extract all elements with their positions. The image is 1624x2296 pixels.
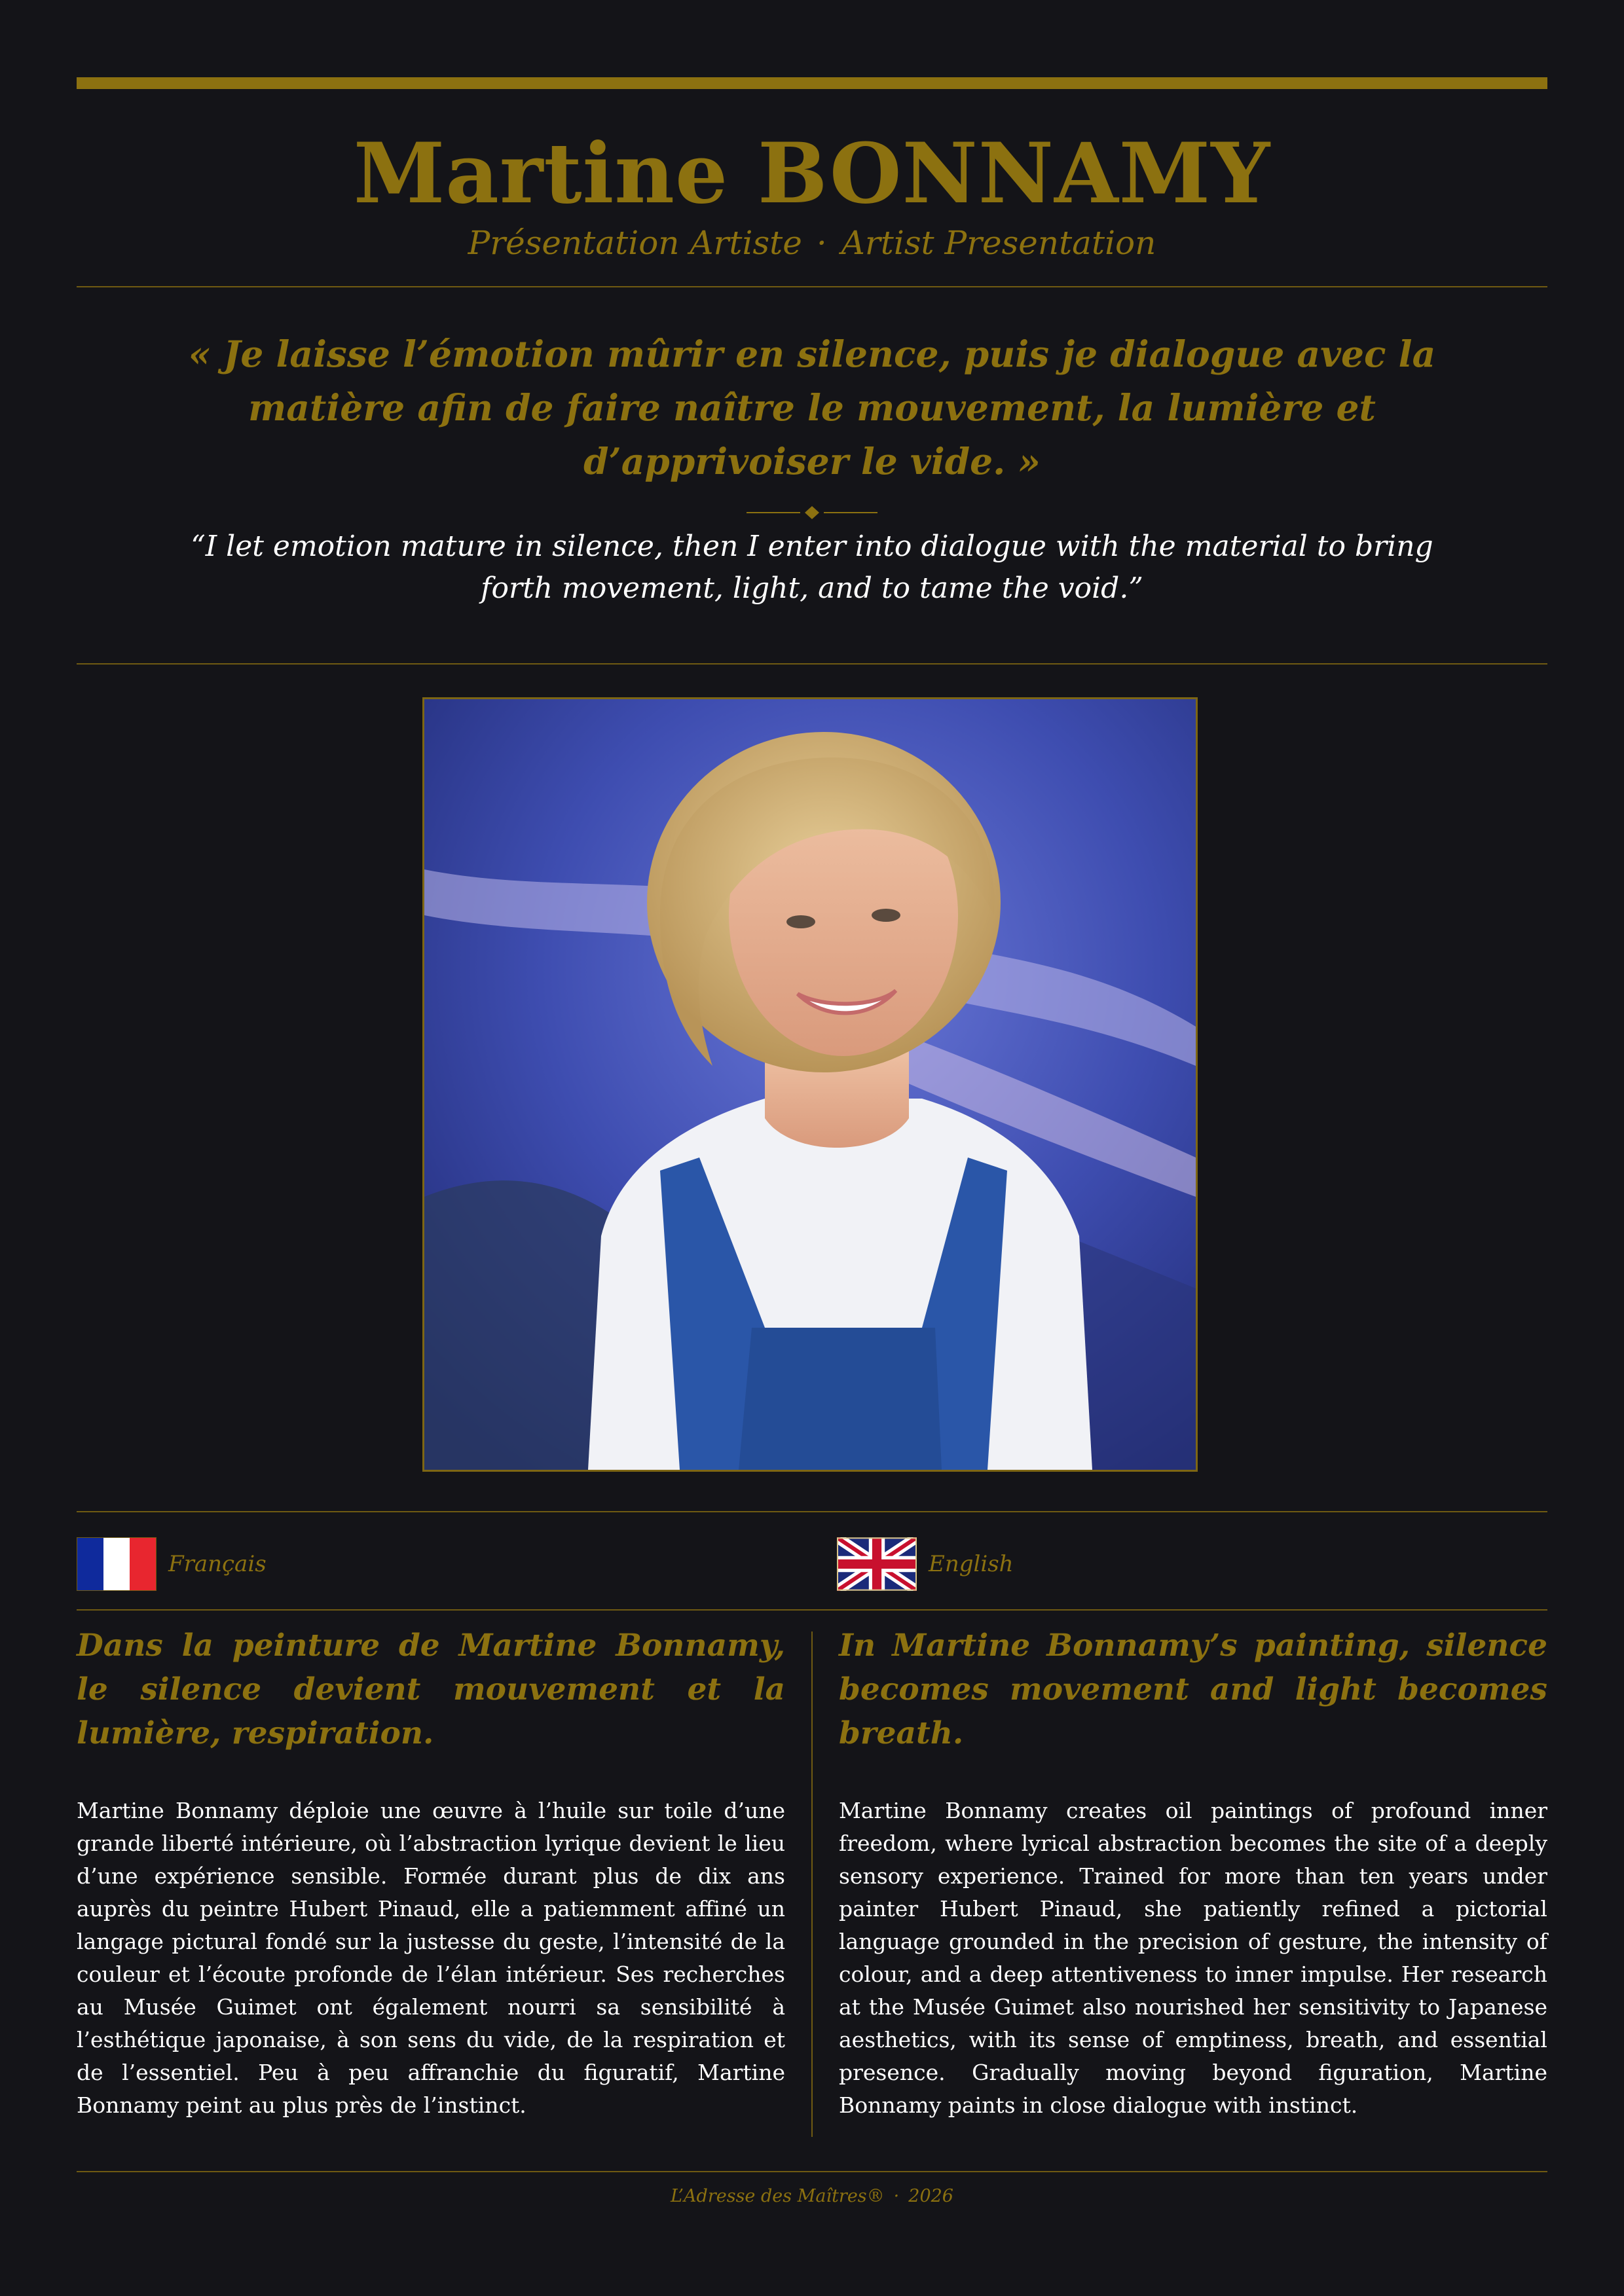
page-subtitle (77, 220, 1547, 266)
language-name-en: English (929, 1551, 1014, 1577)
column-title-fr: Dans la peinture de Martine Bonnamy, le silence devient mouvement et la lumière, respiration. (77, 1628, 785, 1751)
presentation-page (77, 0, 1547, 2296)
divider-quote (77, 663, 1547, 665)
top-gold-bar (77, 77, 1547, 89)
subtitle-separator: · (816, 224, 827, 262)
divider-portrait (77, 1511, 1547, 1512)
language-label-en (837, 1537, 1014, 1591)
subtitle-english: Artist Presentation (841, 224, 1156, 262)
divider-header (77, 286, 1547, 287)
footer (77, 2180, 1547, 2213)
artist-name-title: Martine BONNAMY (353, 125, 1271, 222)
footer-year: 2026 (908, 2186, 953, 2206)
divider-languages (77, 1609, 1547, 1611)
ornament-diamond-icon (747, 504, 877, 521)
language-label-fr (77, 1537, 267, 1591)
artist-portrait-photo (422, 697, 1198, 1472)
subtitle-french: Présentation Artiste (468, 224, 802, 262)
quote-english: “I let emotion mature in silence, then I enter into dialogue with the material to bring forth movement, light, and to tame the void.” (191, 530, 1433, 605)
portrait-photo-icon (424, 699, 1196, 1470)
footer-separator: · (893, 2186, 900, 2206)
uk-flag-icon (837, 1537, 917, 1591)
column-divider (811, 1631, 813, 2137)
column-body-fr: Martine Bonnamy déploie une œuvre à l’huile sur toile d’une grande liberté intérieure, où l’abstraction lyrique devient le lieu d’une expérience sensible. Formée durant plus de dix ans auprès du peintre Hubert Pinaud, elle a patiemment affiné un langage pictural fondé sur la justesse du geste, l’intensité de la couleur et l’écoute profonde de l’élan intérieur. Ses recherches au Musée Guimet ont également nourri sa sensibilité à l’esthétique japonaise, à son sens du vide, de la respiration et de l’essentiel. Peu à peu affranchie du figuratif, Martine Bonnamy peint au plus près de l’instinct. (77, 1798, 785, 2118)
column-title-en: In Martine Bonnamy’s painting, silence becomes movement and light becomes breath. (839, 1628, 1547, 1751)
language-name-fr: Français (168, 1551, 267, 1577)
divider-footer (77, 2171, 1547, 2172)
footer-brand: L’Adresse des Maîtres® (671, 2186, 885, 2206)
column-body-en: Martine Bonnamy creates oil paintings of profound inner freedom, where lyrical abstraction becomes the site of a deeply sensory experience. Trained for more than ten years under painter Hubert Pinaud, she patiently refined a pictorial language grounded in the precision of gesture, the intensity of colour, and a deep attentiveness to inner impulse. Her research at the Musée Guimet also nourished her sensitivity to Japanese aesthetics, with its sense of emptiness, breath, and essential presence. Gradually moving beyond figuration, Martine Bonnamy paints in close dialogue with instinct. (839, 1798, 1547, 2118)
quote-french: « Je laisse l’émotion mûrir en silence, puis je dialogue avec la matière afin de faire naître le mouvement, la lumière et d’apprivoiser le vide. » (188, 333, 1436, 483)
france-flag-icon (77, 1537, 157, 1591)
